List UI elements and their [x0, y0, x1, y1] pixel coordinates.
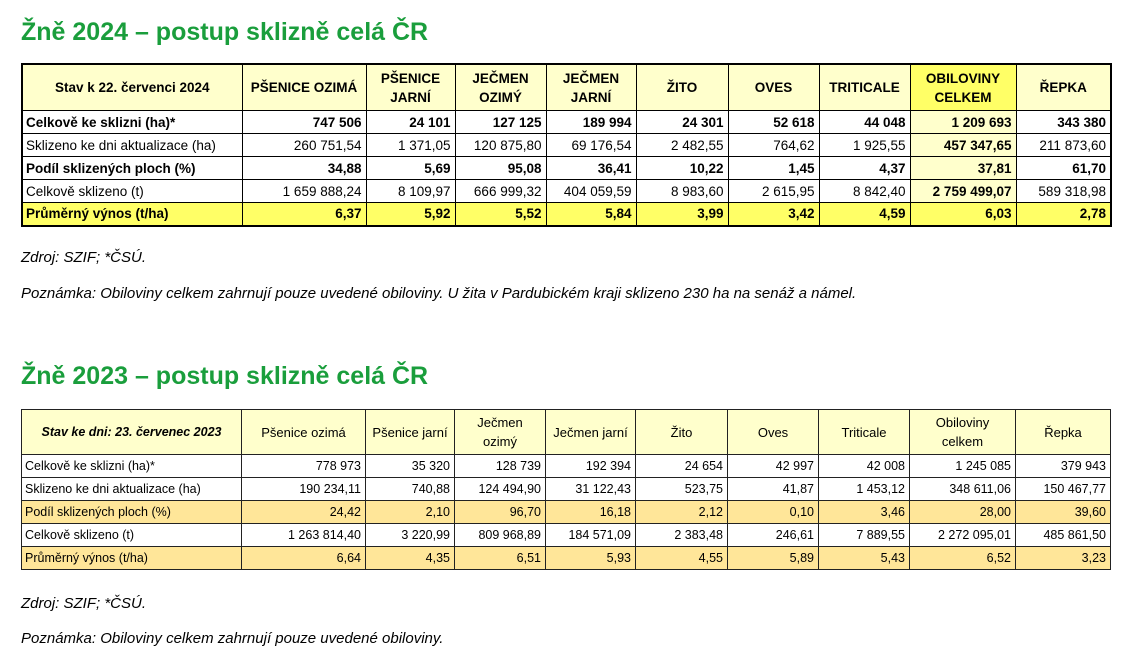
harvest-table-2024 — [21, 63, 1112, 227]
table-cell: 2,12 — [636, 501, 728, 524]
table-cell: 523,75 — [636, 478, 728, 501]
table-row — [22, 180, 1111, 203]
table-cell: 6,03 — [910, 203, 1016, 226]
table-cell: 2 615,95 — [728, 180, 819, 203]
column-header: Ječmen ozimý — [455, 410, 546, 455]
section-2024-title: Žně 2024 – postup sklizně celá ČR — [21, 18, 429, 46]
table-row — [22, 157, 1111, 180]
table-cell: 8 842,40 — [819, 180, 910, 203]
table-cell: 2,10 — [366, 501, 455, 524]
header-row — [22, 64, 1111, 111]
row-label: Celkově sklizeno (t) — [22, 180, 242, 203]
table-row — [22, 547, 1111, 570]
table-cell: 39,60 — [1016, 501, 1111, 524]
table-cell: 2 383,48 — [636, 524, 728, 547]
table-cell: 3,99 — [636, 203, 728, 226]
table-cell: 8 109,97 — [366, 180, 455, 203]
table-cell: 2,78 — [1016, 203, 1111, 226]
table-row — [22, 524, 1111, 547]
table-cell: 3,46 — [819, 501, 910, 524]
table-cell: 6,52 — [910, 547, 1016, 570]
table-cell: 192 394 — [546, 455, 636, 478]
table-cell: 379 943 — [1016, 455, 1111, 478]
table-cell: 36,41 — [546, 157, 636, 180]
column-header: TRITICALE — [819, 64, 910, 111]
table-cell: 42 997 — [728, 455, 819, 478]
footnote: Poznámka: Obiloviny celkem zahrnují pouze uvedené obiloviny. U žita v Pardubickém kraji sklizeno 230 ha na senáž a námel. — [21, 285, 857, 302]
table-row — [22, 203, 1111, 226]
column-header: Obiloviny celkem — [910, 410, 1016, 455]
row-label: Podíl sklizených ploch (%) — [22, 501, 242, 524]
column-header-stub: Stav ke dni: 23. červenec 2023 — [22, 410, 242, 455]
table-cell: 1 209 693 — [910, 111, 1016, 134]
table-cell: 1 371,05 — [366, 134, 455, 157]
table-cell: 2 759 499,07 — [910, 180, 1016, 203]
table-cell: 4,55 — [636, 547, 728, 570]
table-cell: 37,81 — [910, 157, 1016, 180]
source-note: Zdroj: SZIF; *ČSÚ. — [21, 595, 147, 612]
table-cell: 2 482,55 — [636, 134, 728, 157]
table-cell: 69 176,54 — [546, 134, 636, 157]
row-label: Celkově ke sklizni (ha)* — [22, 455, 242, 478]
table-cell: 5,52 — [455, 203, 546, 226]
table-cell: 809 968,89 — [455, 524, 546, 547]
table-cell: 7 889,55 — [819, 524, 910, 547]
table-cell: 128 739 — [455, 455, 546, 478]
column-header: Řepka — [1016, 410, 1111, 455]
table-cell: 778 973 — [242, 455, 366, 478]
table-cell: 35 320 — [366, 455, 455, 478]
table-row — [22, 111, 1111, 134]
table-cell: 1 453,12 — [819, 478, 910, 501]
table-cell: 127 125 — [455, 111, 546, 134]
table-cell: 34,88 — [242, 157, 366, 180]
table-cell: 589 318,98 — [1016, 180, 1111, 203]
table-cell: 184 571,09 — [546, 524, 636, 547]
table-cell: 6,64 — [242, 547, 366, 570]
table-cell: 44 048 — [819, 111, 910, 134]
table-cell: 24 654 — [636, 455, 728, 478]
table-cell: 5,93 — [546, 547, 636, 570]
row-label: Podíl sklizených ploch (%) — [22, 157, 242, 180]
table-row — [22, 134, 1111, 157]
column-header: OBILOVINY CELKEM — [910, 64, 1016, 111]
table-cell: 1 263 814,40 — [242, 524, 366, 547]
table-cell: 41,87 — [728, 478, 819, 501]
table-cell: 3,42 — [728, 203, 819, 226]
table-cell: 120 875,80 — [455, 134, 546, 157]
table-cell: 61,70 — [1016, 157, 1111, 180]
table-cell: 6,37 — [242, 203, 366, 226]
column-header: JEČMEN OZIMÝ — [455, 64, 546, 111]
table-cell: 52 618 — [728, 111, 819, 134]
table-cell: 31 122,43 — [546, 478, 636, 501]
table-cell: 740,88 — [366, 478, 455, 501]
column-header: OVES — [728, 64, 819, 111]
column-header: Žito — [636, 410, 728, 455]
table-cell: 5,43 — [819, 547, 910, 570]
table-cell: 24,42 — [242, 501, 366, 524]
table-cell: 764,62 — [728, 134, 819, 157]
table-cell: 211 873,60 — [1016, 134, 1111, 157]
table-cell: 8 983,60 — [636, 180, 728, 203]
table-cell: 5,89 — [728, 547, 819, 570]
column-header: Ječmen jarní — [546, 410, 636, 455]
table-cell: 246,61 — [728, 524, 819, 547]
table-cell: 24 101 — [366, 111, 455, 134]
column-header: PŠENICE OZIMÁ — [242, 64, 366, 111]
table-cell: 190 234,11 — [242, 478, 366, 501]
column-header-stub: Stav k 22. červenci 2024 — [22, 64, 242, 111]
table-cell: 1 245 085 — [910, 455, 1016, 478]
table-cell: 6,51 — [455, 547, 546, 570]
table-cell: 666 999,32 — [455, 180, 546, 203]
row-label: Celkově ke sklizni (ha)* — [22, 111, 242, 134]
row-label: Celkově sklizeno (t) — [22, 524, 242, 547]
row-label: Průměrný výnos (t/ha) — [22, 547, 242, 570]
table-cell: 5,92 — [366, 203, 455, 226]
table-cell: 404 059,59 — [546, 180, 636, 203]
table-cell: 0,10 — [728, 501, 819, 524]
column-header: JEČMEN JARNÍ — [546, 64, 636, 111]
column-header: PŠENICE JARNÍ — [366, 64, 455, 111]
column-header: Oves — [728, 410, 819, 455]
section-2023-title: Žně 2023 – postup sklizně celá ČR — [21, 362, 429, 390]
table-row — [22, 455, 1111, 478]
table-cell: 2 272 095,01 — [910, 524, 1016, 547]
table-cell: 4,59 — [819, 203, 910, 226]
table-cell: 124 494,90 — [455, 478, 546, 501]
table-cell: 747 506 — [242, 111, 366, 134]
source-note: Zdroj: SZIF; *ČSÚ. — [21, 249, 147, 266]
table-cell: 189 994 — [546, 111, 636, 134]
column-header: Pšenice ozimá — [242, 410, 366, 455]
harvest-table-2023 — [21, 409, 1111, 570]
table-row — [22, 478, 1111, 501]
table-cell: 457 347,65 — [910, 134, 1016, 157]
table-cell: 3,23 — [1016, 547, 1111, 570]
table-cell: 1 659 888,24 — [242, 180, 366, 203]
table-cell: 24 301 — [636, 111, 728, 134]
table-cell: 10,22 — [636, 157, 728, 180]
header-row — [22, 410, 1111, 455]
row-label: Sklizeno ke dni aktualizace (ha) — [22, 134, 242, 157]
table-cell: 16,18 — [546, 501, 636, 524]
table-row — [22, 501, 1111, 524]
table-cell: 5,84 — [546, 203, 636, 226]
table-cell: 343 380 — [1016, 111, 1111, 134]
table-cell: 348 611,06 — [910, 478, 1016, 501]
column-header: Pšenice jarní — [366, 410, 455, 455]
row-label: Průměrný výnos (t/ha) — [22, 203, 242, 226]
table-cell: 4,37 — [819, 157, 910, 180]
table-cell: 95,08 — [455, 157, 546, 180]
table-cell: 5,69 — [366, 157, 455, 180]
table-cell: 150 467,77 — [1016, 478, 1111, 501]
table-cell: 42 008 — [819, 455, 910, 478]
column-header: ŽITO — [636, 64, 728, 111]
table-cell: 1 925,55 — [819, 134, 910, 157]
table-cell: 3 220,99 — [366, 524, 455, 547]
column-header: Triticale — [819, 410, 910, 455]
table-cell: 4,35 — [366, 547, 455, 570]
table-cell: 260 751,54 — [242, 134, 366, 157]
table-cell: 28,00 — [910, 501, 1016, 524]
column-header: ŘEPKA — [1016, 64, 1111, 111]
footnote: Poznámka: Obiloviny celkem zahrnují pouze uvedené obiloviny. — [21, 630, 444, 647]
table-cell: 96,70 — [455, 501, 546, 524]
table-cell: 485 861,50 — [1016, 524, 1111, 547]
table-cell: 1,45 — [728, 157, 819, 180]
row-label: Sklizeno ke dni aktualizace (ha) — [22, 478, 242, 501]
